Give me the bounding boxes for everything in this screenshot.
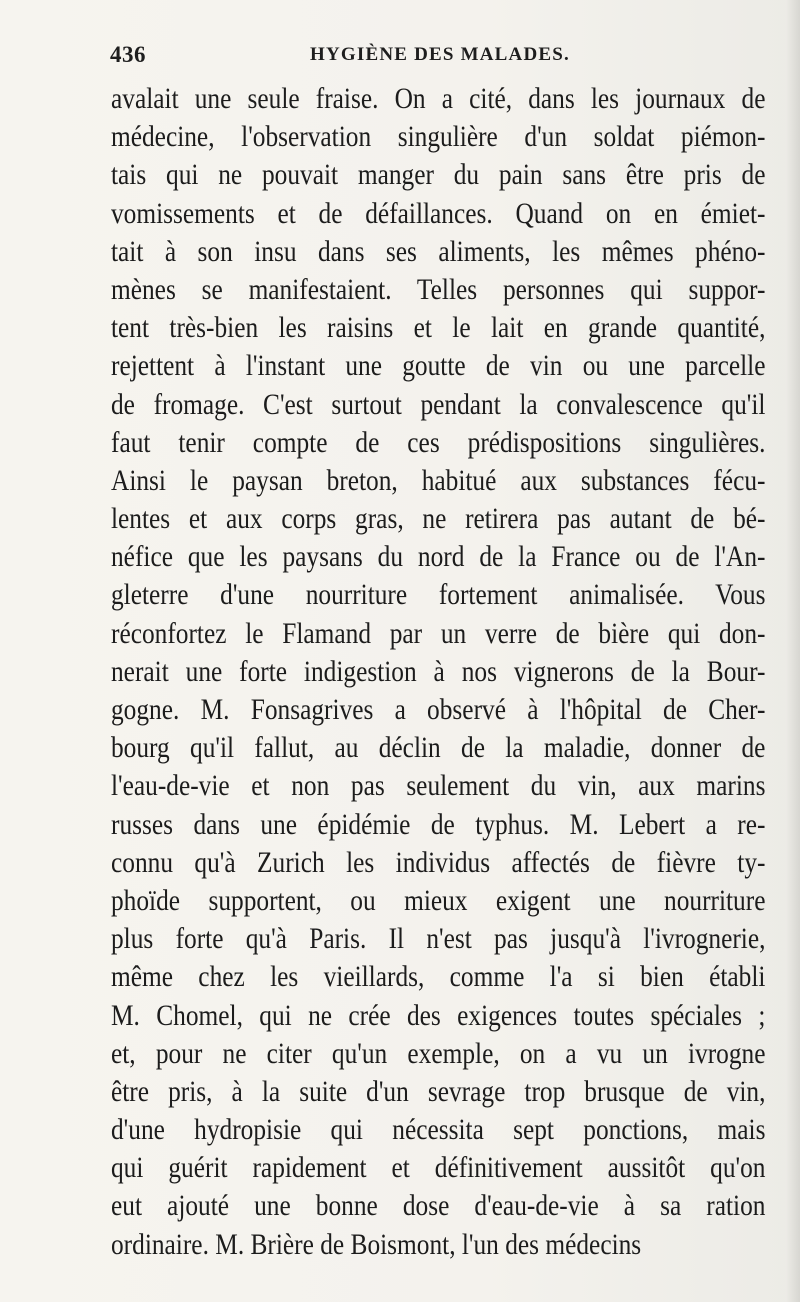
text-line: phoïde supportent, ou mieux exigent une nourriture [111,884,766,917]
text-line: même chez les vieillards, comme l'a si bien établi [111,961,766,994]
text-line: qui guérit rapidement et définitivement aussitôt qu'on [111,1152,766,1185]
text-line: bourg qu'il fallut, au déclin de la maladie, donner de [111,732,766,765]
text-line: d'une hydropisie qui nécessita sept ponctions, mais [111,1114,766,1147]
body-text [111,80,766,1264]
text-line: être pris, à la suite d'un sevrage trop brusque de vin, [111,1075,766,1108]
text-line: russes dans une épidémie de typhus. M. Lebert a re- [111,808,766,841]
text-line: de fromage. C'est surtout pendant la convalescence qu'il [111,388,766,421]
text-line: réconfortez le Flamand par un verre de bière qui don- [111,617,766,650]
text-line: eut ajouté une bonne dose d'eau-de-vie à sa ration [111,1190,766,1223]
text-line: médecine, l'observation singulière d'un soldat piémon- [111,121,766,154]
text-line: faut tenir compte de ces prédispositions singulières. [111,426,766,459]
text-line: connu qu'à Zurich les individus affectés de fièvre ty- [111,846,766,879]
text-line: et, pour ne citer qu'un exemple, on a vu un ivrogne [111,1037,766,1070]
text-line: mènes se manifestaient. Telles personnes qui suppor- [111,273,766,306]
page-edge-shadow [786,0,800,1302]
text-line: tais qui ne pouvait manger du pain sans être pris de [111,159,766,192]
running-head [110,42,765,76]
text-line: lentes et aux corps gras, ne retirera pas autant de bé- [111,503,766,536]
text-line: l'eau-de-vie et non pas seulement du vin, aux marins [111,770,766,803]
text-line: rejettent à l'instant une goutte de vin ou une parcelle [111,350,766,383]
text-line: plus forte qu'à Paris. Il n'est pas jusqu'à l'ivrognerie, [111,923,766,956]
text-line: gleterre d'une nourriture fortement animalisée. Vous [111,579,766,612]
text-line: Ainsi le paysan breton, habitué aux substances fécu- [111,464,766,497]
text-line: tent très-bien les raisins et le lait en grande quantité, [111,312,766,345]
page-number: 436 [110,42,146,67]
text-line: néfice que les paysans du nord de la France ou de l'An- [111,541,766,574]
text-line: nerait une forte indigestion à nos vignerons de la Bour- [111,655,766,688]
text-line: M. Chomel, qui ne crée des exigences toutes spéciales ; [111,999,766,1032]
text-line: tait à son insu dans ses aliments, les mêmes phéno- [111,235,766,268]
text-line: avalait une seule fraise. On a cité, dans les journaux de [111,83,766,115]
text-line: vomissements et de défaillances. Quand on en émiet- [111,197,766,230]
text-line: ordinaire. M. Brière de Boismont, l'un des médecins [111,1228,642,1261]
running-title: HYGIÈNE DES MALADES. [310,44,570,65]
text-line: gogne. M. Fonsagrives a observé à l'hôpital de Cher- [111,694,766,726]
